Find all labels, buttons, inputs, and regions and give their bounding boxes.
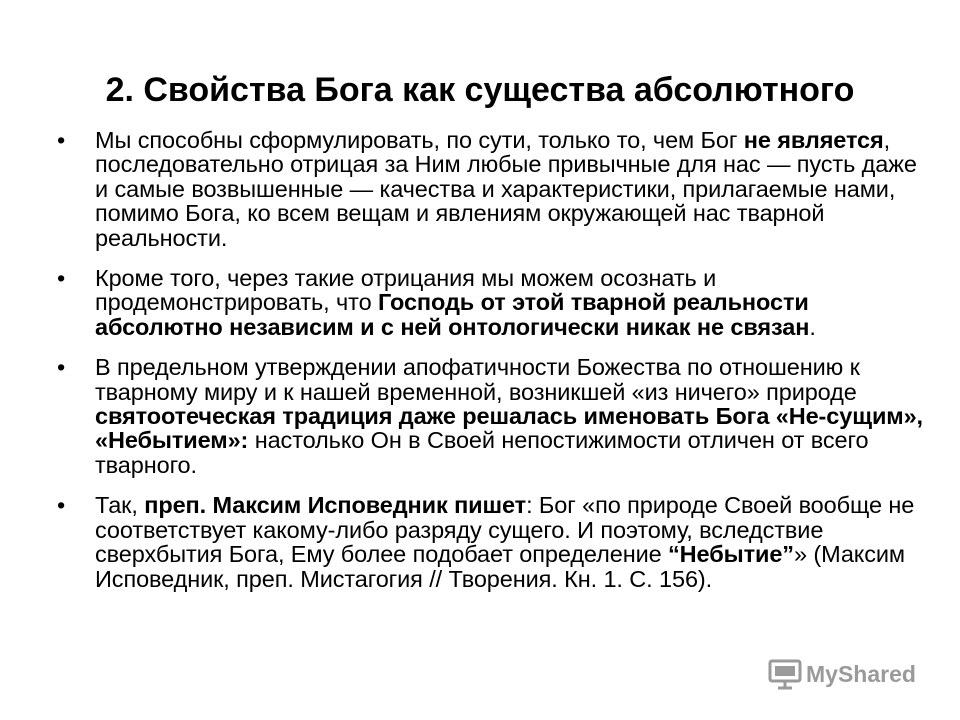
bullet-text: . [809, 313, 816, 340]
watermark-text: MyShared [806, 660, 916, 687]
bullet-text: настолько Он в Своей непостижимости отличен от всего тварного. [95, 427, 869, 478]
bullet-emphasis: Господь от этой тварной реальности абсолютно независим и с ней онтологически никак не связан [95, 289, 810, 340]
slide-title: 2. Свойства Бога как существа абсолютного [105, 71, 855, 109]
bullet-item-4 [55, 493, 925, 591]
bullet-marker: • [57, 127, 66, 153]
bullet-emphasis: “Небытие” [668, 541, 794, 568]
bullet-marker: • [57, 354, 66, 381]
presentation-board-icon [768, 658, 802, 690]
bullet-emphasis: преп. Максим Исповедник пишет [144, 492, 527, 519]
bullet-marker: • [57, 265, 66, 292]
bullet-item-1 [55, 128, 925, 250]
bullet-marker: • [57, 492, 66, 519]
bullet-item-2 [55, 266, 925, 339]
bullet-text: Кроме того, через такие отрицания мы можем осознать и продемонстрировать, что [95, 265, 717, 316]
bullet-text: » (Максим Исповедник, преп. Мистагогия // Творения. Кн. 1. С. 156). [95, 541, 905, 592]
watermark-logo [768, 658, 916, 690]
bullet-text: : Бог «по природе Своей вообще не соответствует какому-либо разряду сущего. И поэтому, вследствие сверхбытия Бога, Ему более подобает определение [95, 492, 915, 568]
bullet-emphasis: не является [743, 127, 884, 153]
bullet-text: Так, [95, 492, 145, 519]
bullet-list [55, 128, 925, 607]
bullet-text: , последовательно отрицая за Ним любые привычные для нас — пусть даже и самые возвышенные — качества и характеристики, прилагаемые нами, помимо Бога, ко всем вещам и явлениям окружающей нас тварной реальности. [95, 127, 917, 251]
bullet-text: В предельном утверждении апофатичности Божества по отношению к тварному миру и к нашей временной, возникшей «из ничего» природе [95, 354, 860, 405]
bullet-emphasis: святоотеческая традиция даже решалась именовать Бога «Не-сущим», «Небытием»: [95, 403, 923, 454]
bullet-item-3 [55, 355, 925, 477]
bullet-text: Мы способны сформулировать, по сути, только то, чем Бог [95, 127, 744, 153]
